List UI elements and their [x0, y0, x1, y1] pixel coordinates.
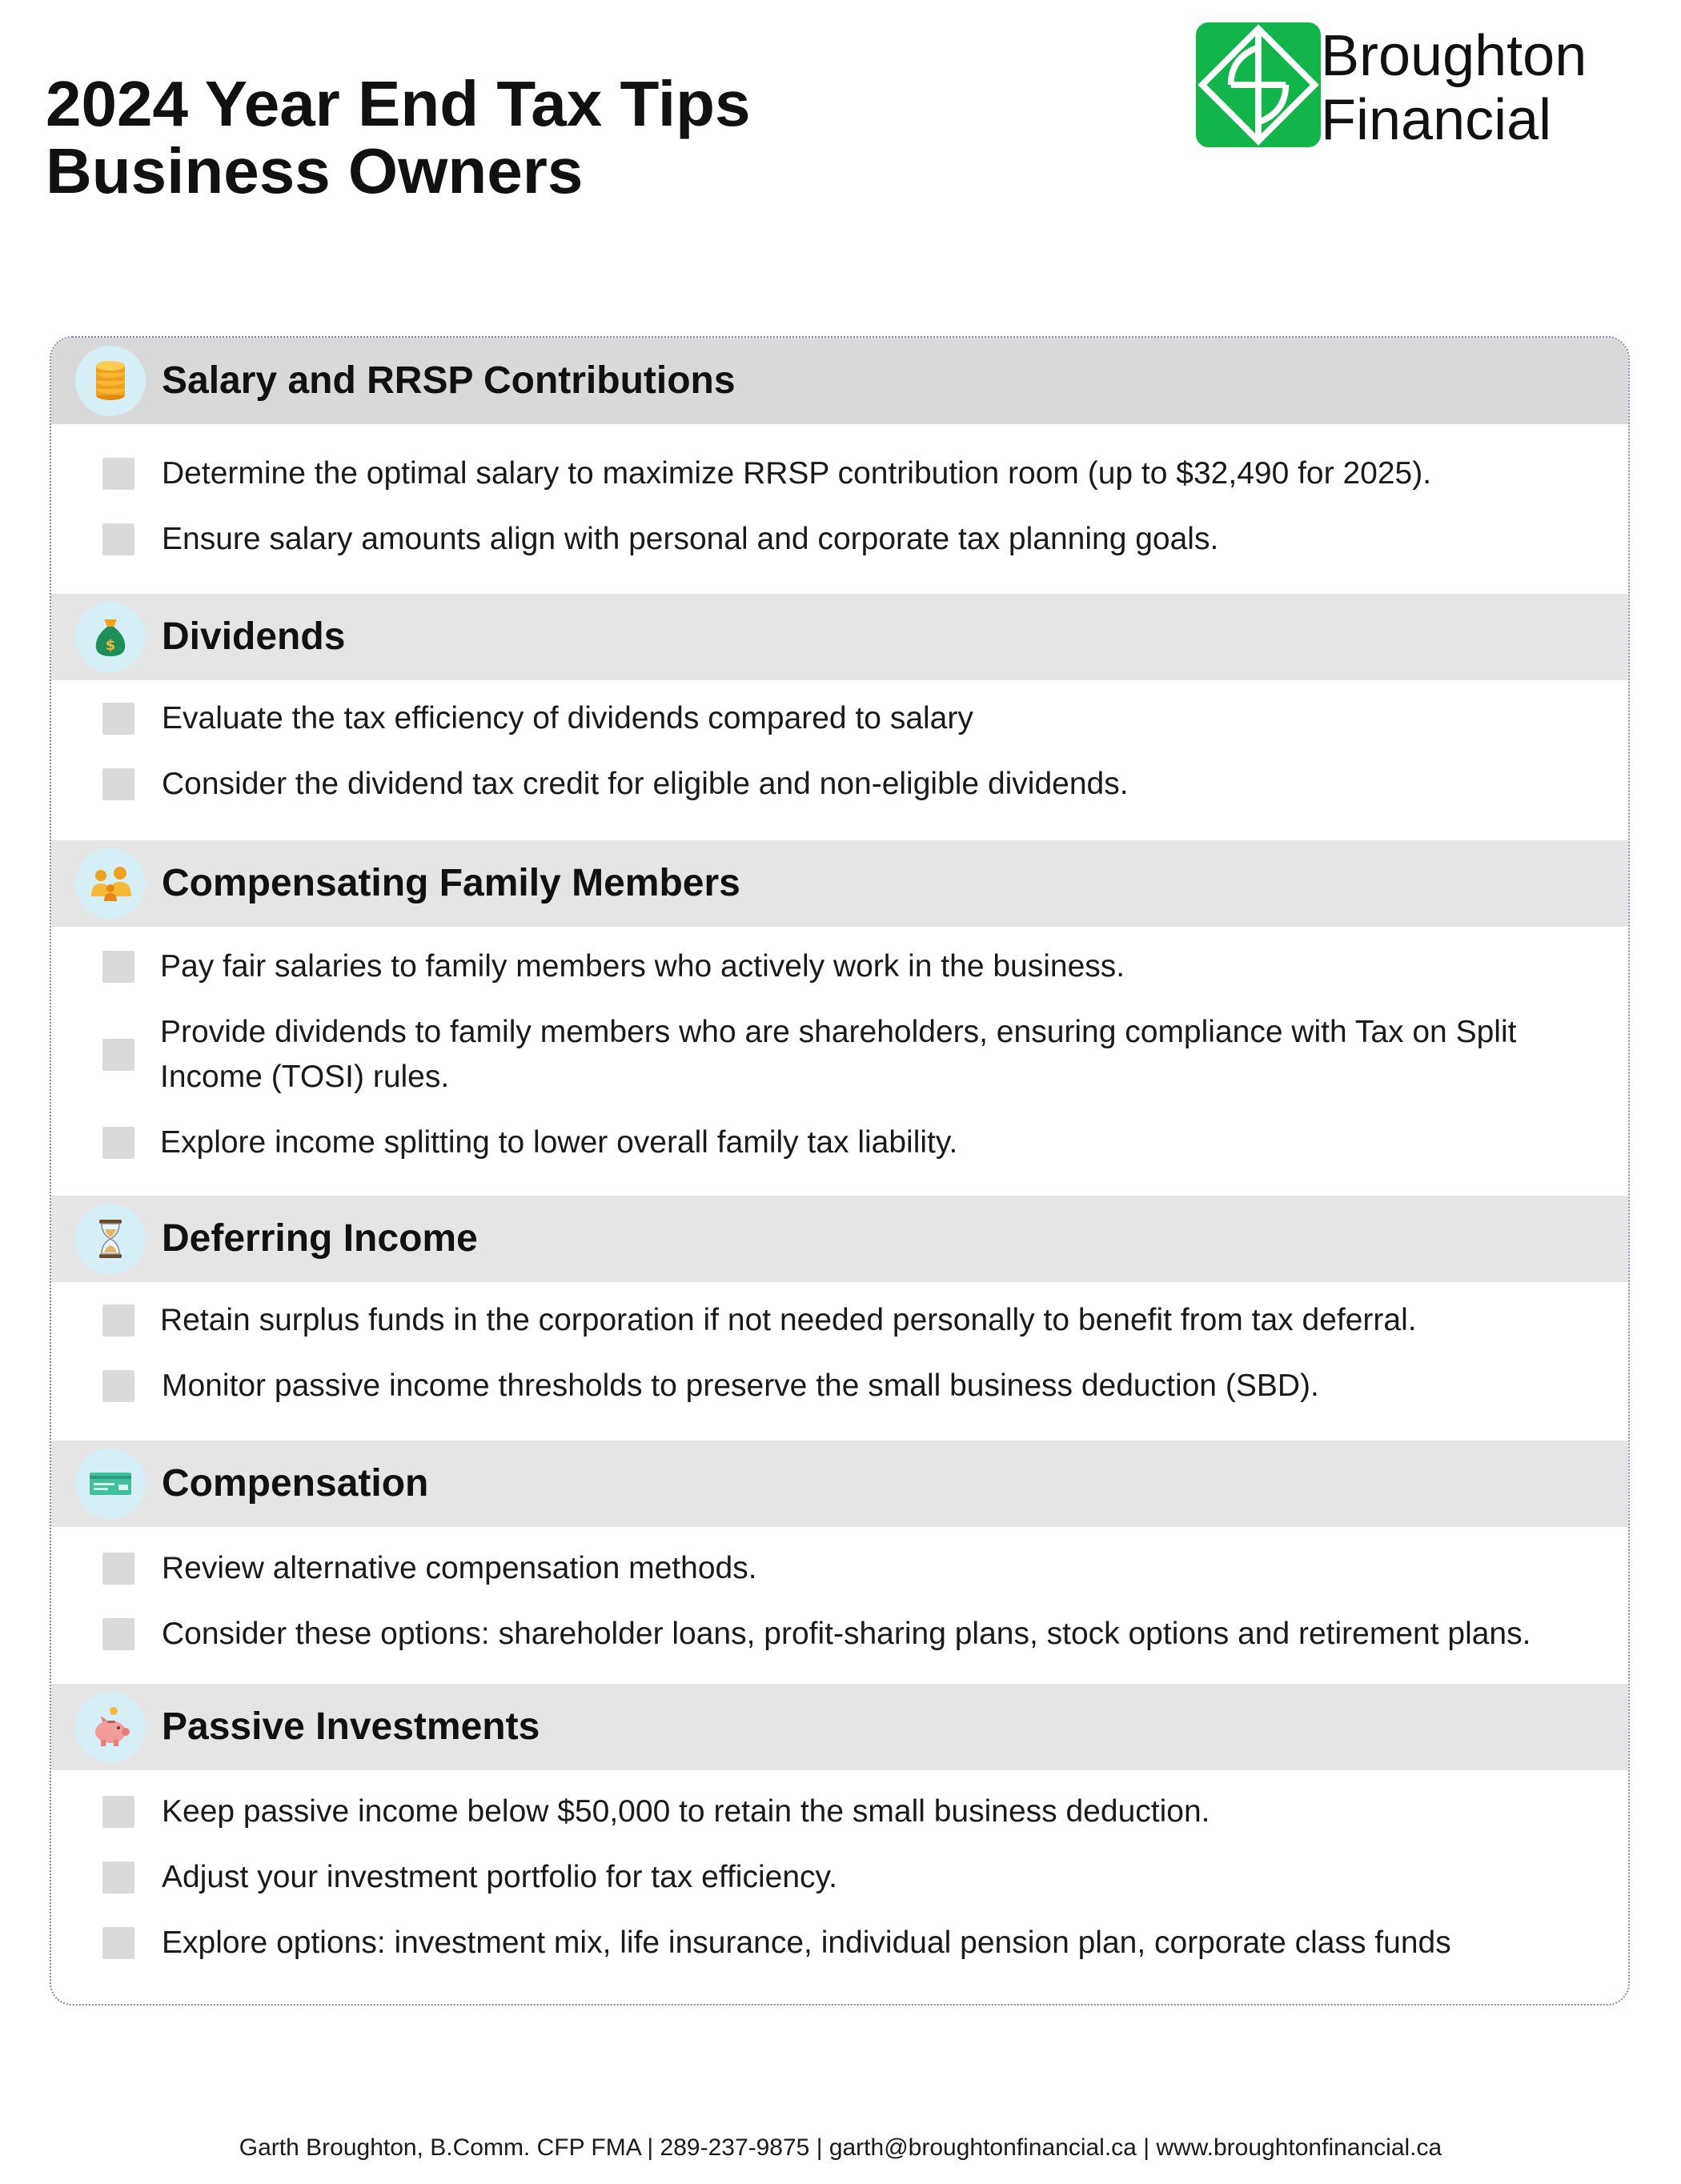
logo-text [1321, 24, 1587, 152]
icon-circle [75, 1449, 146, 1519]
section-header-compensation [51, 1441, 1628, 1527]
checklist-item-text: Pay fair salaries to family members who actively work in the business. [160, 949, 1125, 984]
svg-text:$: $ [105, 637, 116, 654]
checklist-item-text: Evaluate the tax efficiency of dividends compared to salary [162, 701, 973, 735]
checkbox[interactable] [102, 1927, 134, 1959]
checklist-item-text: Review alternative compensation methods. [162, 1551, 757, 1585]
checklist-item-text: Provide dividends to family members who are shareholders, ensuring compliance with Tax on Split Income (TOSI) rules. [160, 1015, 1517, 1094]
checklist-item-text: Monitor passive income thresholds to preserve the small business deduction (SBD). [162, 1369, 1319, 1403]
checkbox[interactable] [102, 1370, 134, 1402]
checkbox[interactable] [102, 1618, 134, 1650]
section-title: Salary and RRSP Contributions [162, 359, 736, 402]
section-title: Passive Investments [162, 1705, 540, 1748]
section-header-dividends [51, 594, 1628, 680]
hourglass-icon [86, 1215, 134, 1263]
logo-mark-icon [1196, 22, 1321, 147]
icon-circle [75, 602, 146, 672]
section-title: Compensation [162, 1462, 429, 1505]
coin-stack-icon [86, 357, 134, 405]
money-bag-icon [86, 613, 134, 661]
icon-circle [75, 1692, 146, 1762]
checkbox[interactable] [102, 703, 134, 735]
page-title [46, 70, 751, 205]
page-title-line1: 2024 Year End Tax Tips [46, 68, 751, 139]
checklist-item-text: Ensure salary amounts align with personal and corporate tax planning goals. [162, 522, 1219, 556]
section-title: Compensating Family Members [162, 862, 740, 904]
checkbox[interactable] [102, 458, 134, 490]
cheque-icon [86, 1460, 134, 1508]
checkbox[interactable] [102, 523, 134, 555]
page-title-line2: Business Owners [46, 135, 584, 206]
company-logo [1196, 22, 1612, 150]
checklist-card [50, 336, 1630, 2006]
checklist-item-text: Consider the dividend tax credit for eligible and non-eligible dividends. [162, 767, 1129, 801]
family-icon [86, 860, 134, 908]
section-header-deferring-income [51, 1196, 1628, 1282]
checklist-item-text: Adjust your investment portfolio for tax efficiency. [162, 1860, 837, 1894]
checkbox[interactable] [102, 951, 134, 983]
icon-circle [75, 346, 146, 416]
checkbox[interactable] [102, 768, 134, 800]
section-header-family [51, 840, 1628, 927]
checkbox[interactable] [102, 1861, 134, 1893]
checklist-item-text: Consider these options: shareholder loans, profit-sharing plans, stock options and retirement plans. [162, 1617, 1531, 1651]
logo-name-line2: Financial [1321, 88, 1552, 152]
checkbox[interactable] [102, 1127, 134, 1159]
checklist-item-text: Retain surplus funds in the corporation if not needed personally to benefit from tax deferral. [160, 1303, 1417, 1337]
section-header-passive-investments [51, 1684, 1628, 1770]
checklist-item-text: Determine the optimal salary to maximize RRSP contribution room (up to $32,490 for 2025). [162, 456, 1432, 491]
icon-circle [75, 848, 146, 919]
logo-name-line1: Broughton [1321, 24, 1587, 88]
footer-contact: Garth Broughton, B.Comm. CFP FMA | 289-237-9875 | garth@broughtonfinancial.ca | www.broughtonfinancial.ca [239, 2134, 1442, 2161]
checkbox[interactable] [102, 1039, 134, 1071]
checklist-item-text: Keep passive income below $50,000 to retain the small business deduction. [162, 1794, 1210, 1829]
icon-circle [75, 1204, 146, 1274]
checklist-item-text: Explore options: investment mix, life insurance, individual pension plan, corporate class funds [162, 1926, 1451, 1960]
section-header-salary-rrsp [51, 338, 1628, 424]
checkbox[interactable] [102, 1796, 134, 1828]
checkbox[interactable] [102, 1553, 134, 1585]
checkbox[interactable] [102, 1304, 134, 1336]
section-title: Dividends [162, 615, 346, 658]
checklist-item-text: Explore income splitting to lower overall family tax liability. [160, 1125, 958, 1160]
section-title: Deferring Income [162, 1217, 478, 1260]
piggy-bank-icon [86, 1703, 134, 1751]
